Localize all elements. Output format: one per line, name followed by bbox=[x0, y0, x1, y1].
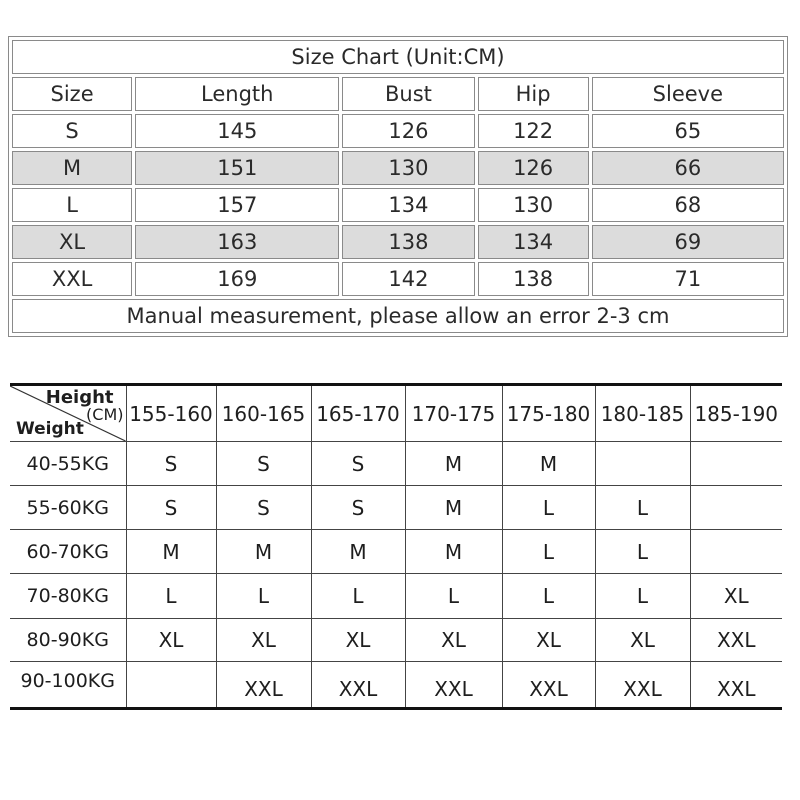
bust-cell: 142 bbox=[342, 262, 474, 296]
length-cell: 163 bbox=[135, 225, 339, 259]
size-chart-title-row bbox=[12, 40, 784, 74]
header-hip: Hip bbox=[478, 77, 589, 111]
weight-row bbox=[10, 619, 782, 662]
size-cell: XXL bbox=[12, 262, 132, 296]
size-recommendation: M bbox=[126, 530, 216, 574]
height-range: 185-190 bbox=[690, 385, 782, 442]
height-unit-label: (CM) bbox=[86, 405, 124, 424]
size-recommendation: XL bbox=[690, 574, 782, 619]
weight-range: 80-90KG bbox=[10, 619, 126, 662]
height-range: 170-175 bbox=[405, 385, 502, 442]
size-cell: M bbox=[12, 151, 132, 185]
size-recommendation: S bbox=[311, 486, 405, 530]
size-recommendation: S bbox=[126, 486, 216, 530]
size-recommendation: S bbox=[216, 442, 311, 486]
weight-row bbox=[10, 486, 782, 530]
size-recommendation bbox=[690, 442, 782, 486]
size-recommendation: L bbox=[595, 486, 690, 530]
sleeve-cell: 66 bbox=[592, 151, 784, 185]
header-length: Length bbox=[135, 77, 339, 111]
size-recommendation: L bbox=[502, 486, 595, 530]
size-chart-title: Size Chart (Unit:CM) bbox=[12, 40, 784, 74]
size-recommendation: L bbox=[216, 574, 311, 619]
header-bust: Bust bbox=[342, 77, 474, 111]
size-recommendation: L bbox=[502, 530, 595, 574]
length-cell: 169 bbox=[135, 262, 339, 296]
hip-cell: 126 bbox=[478, 151, 589, 185]
size-recommendation: L bbox=[502, 574, 595, 619]
size-cell: L bbox=[12, 188, 132, 222]
size-recommendation: M bbox=[502, 442, 595, 486]
hip-cell: 130 bbox=[478, 188, 589, 222]
size-recommendation: XL bbox=[502, 619, 595, 662]
sleeve-cell: 71 bbox=[592, 262, 784, 296]
size-recommendation bbox=[690, 530, 782, 574]
height-range: 180-185 bbox=[595, 385, 690, 442]
size-cell: S bbox=[12, 114, 132, 148]
weight-row bbox=[10, 442, 782, 486]
hip-cell: 134 bbox=[478, 225, 589, 259]
size-row-xl bbox=[12, 225, 784, 259]
size-recommendation bbox=[690, 486, 782, 530]
hip-cell: 138 bbox=[478, 262, 589, 296]
length-cell: 157 bbox=[135, 188, 339, 222]
size-recommendation: L bbox=[311, 574, 405, 619]
height-range: 155-160 bbox=[126, 385, 216, 442]
size-recommendation: XXL bbox=[595, 662, 690, 709]
size-recommendation: XL bbox=[311, 619, 405, 662]
size-chart-table bbox=[8, 36, 788, 337]
size-recommendation: XXL bbox=[502, 662, 595, 709]
size-recommendation: L bbox=[405, 574, 502, 619]
weight-range: 90-100KG bbox=[10, 662, 126, 709]
size-row-xxl bbox=[12, 262, 784, 296]
size-chart-header-row bbox=[12, 77, 784, 111]
size-recommendation: M bbox=[311, 530, 405, 574]
size-recommendation: S bbox=[311, 442, 405, 486]
size-recommendation: XL bbox=[126, 619, 216, 662]
size-row-l bbox=[12, 188, 784, 222]
weight-row bbox=[10, 530, 782, 574]
size-recommendation: S bbox=[216, 486, 311, 530]
size-recommendation: XXL bbox=[405, 662, 502, 709]
header-size: Size bbox=[12, 77, 132, 111]
weight-range: 40-55KG bbox=[10, 442, 126, 486]
size-recommendation: M bbox=[405, 530, 502, 574]
size-recommendation: M bbox=[216, 530, 311, 574]
corner-header-cell bbox=[10, 385, 126, 442]
header-sleeve: Sleeve bbox=[592, 77, 784, 111]
height-weight-table bbox=[10, 383, 782, 710]
height-range: 175-180 bbox=[502, 385, 595, 442]
measurement-note: Manual measurement, please allow an error 2-3 cm bbox=[12, 299, 784, 333]
size-recommendation: L bbox=[595, 530, 690, 574]
size-recommendation: XL bbox=[405, 619, 502, 662]
size-recommendation: XL bbox=[216, 619, 311, 662]
bust-cell: 134 bbox=[342, 188, 474, 222]
size-recommendation bbox=[126, 662, 216, 709]
weight-range: 70-80KG bbox=[10, 574, 126, 619]
weight-range: 60-70KG bbox=[10, 530, 126, 574]
weight-row bbox=[10, 574, 782, 619]
height-axis-label: Height bbox=[45, 387, 114, 408]
length-cell: 151 bbox=[135, 151, 339, 185]
size-recommendation: XXL bbox=[690, 662, 782, 709]
weight-range: 55-60KG bbox=[10, 486, 126, 530]
sleeve-cell: 68 bbox=[592, 188, 784, 222]
size-recommendation: L bbox=[595, 574, 690, 619]
height-header-row bbox=[10, 385, 782, 442]
size-row-m bbox=[12, 151, 784, 185]
size-recommendation: XL bbox=[595, 619, 690, 662]
size-recommendation: M bbox=[405, 486, 502, 530]
size-recommendation: M bbox=[405, 442, 502, 486]
size-chart-note-row bbox=[12, 299, 784, 333]
size-recommendation: S bbox=[126, 442, 216, 486]
height-range: 165-170 bbox=[311, 385, 405, 442]
size-recommendation bbox=[595, 442, 690, 486]
sleeve-cell: 65 bbox=[592, 114, 784, 148]
size-recommendation: XXL bbox=[216, 662, 311, 709]
hip-cell: 122 bbox=[478, 114, 589, 148]
size-recommendation: XXL bbox=[690, 619, 782, 662]
size-recommendation: XXL bbox=[311, 662, 405, 709]
weight-row bbox=[10, 662, 782, 709]
sleeve-cell: 69 bbox=[592, 225, 784, 259]
height-range: 160-165 bbox=[216, 385, 311, 442]
bust-cell: 130 bbox=[342, 151, 474, 185]
size-recommendation: L bbox=[126, 574, 216, 619]
size-cell: XL bbox=[12, 225, 132, 259]
size-row-s bbox=[12, 114, 784, 148]
length-cell: 145 bbox=[135, 114, 339, 148]
bust-cell: 126 bbox=[342, 114, 474, 148]
bust-cell: 138 bbox=[342, 225, 474, 259]
weight-axis-label: Weight bbox=[16, 419, 84, 439]
